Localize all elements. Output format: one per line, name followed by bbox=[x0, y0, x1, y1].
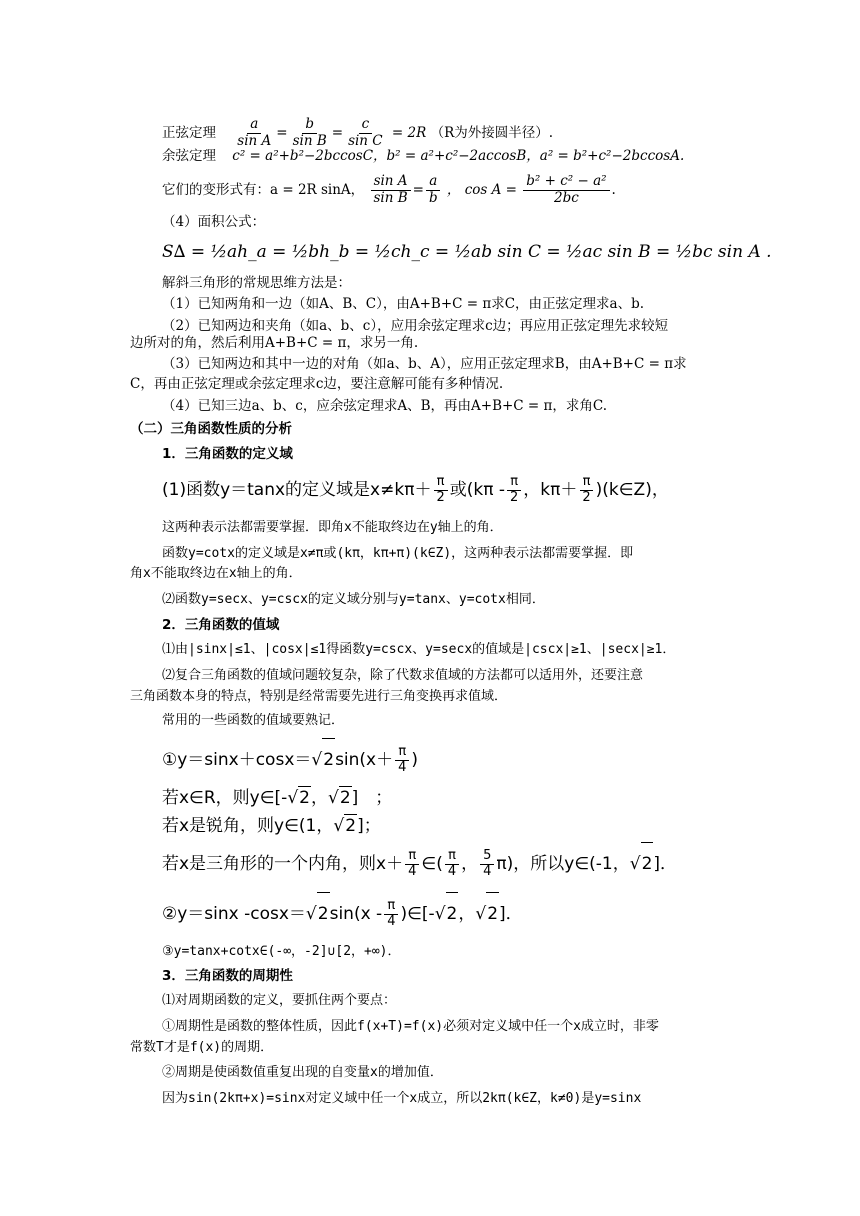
section-title: （二）三角函数性质的分析 bbox=[130, 421, 292, 437]
cosine-law-line bbox=[162, 148, 684, 164]
sqrt-radicand: 2 bbox=[299, 788, 310, 808]
denominator: 2 bbox=[509, 489, 519, 505]
paragraph: ⑴由|sinx|≤1、|cosx|≤1得函数y=cscx、y=secx的值域是|cscx|≥1、|secx|≥1． bbox=[162, 642, 676, 657]
range-example-4: 若x是三角形的一个内角，则x＋ $\frac{\pi}{4}$ ∈( $\frac{\pi}{4}$ ， $\frac{5}{4}$ π)，所以y∈(-1，√2]． bbox=[162, 842, 677, 885]
formula-part: )∈[- bbox=[400, 904, 435, 924]
sine-law-line: 正弦定理 $\frac{a}{\text{sin A}}$ = $\frac{b}{\text{sin B}}$ = $\frac{c}{\text{sin C}}$ = 2R （R为外接圆半径）. bbox=[162, 116, 554, 149]
denominator: 2 bbox=[582, 489, 591, 505]
formula-part: ①y＝sinx＋cosx＝ bbox=[162, 750, 312, 770]
fraction bbox=[507, 475, 521, 506]
range-example-2: 若x∈R，则y∈[-√2，√2] ； bbox=[162, 788, 393, 808]
fraction bbox=[290, 117, 330, 149]
sqrt-radicand: 2 bbox=[345, 816, 357, 836]
range-example-3: 若x是锐角，则y∈(1，√2]； bbox=[162, 816, 381, 836]
fraction bbox=[426, 174, 441, 206]
method-2-line-2: 边所对的角，然后利用A+B+C = π，求另一角. bbox=[130, 335, 419, 351]
paragraph: 因为sin(2kπ+x)=sinx对定义域中任一个x成立，所以2kπ(k∈Z，k≠0)是y=sinx bbox=[162, 1091, 642, 1106]
numerator: π bbox=[405, 849, 419, 865]
formula-part: sin(x＋ bbox=[335, 750, 394, 770]
paragraph: 角x不能取终边在x轴上的角． bbox=[130, 566, 302, 581]
fraction bbox=[445, 849, 459, 880]
formula-part: ]． bbox=[499, 904, 523, 924]
paragraph: 函数y=cotx的定义域是x≠π或(kπ，kπ+π)(k∈Z)，这两种表示法都需要掌握．即 bbox=[162, 546, 634, 561]
sine-law-tail: = 2R bbox=[391, 125, 427, 141]
paragraph: ①周期性是函数的整体性质，因此f(x+T)=f(x)必须对定义域中任一个x成立时，非零 bbox=[162, 1019, 659, 1034]
sine-law-note: （R为外接圆半径）. bbox=[430, 125, 554, 141]
domain-formula bbox=[162, 470, 669, 510]
sqrt-radicand: 2 bbox=[339, 788, 351, 808]
method-3-line-2: C，再由正弦定理或余弦定理求c边，要注意解可能有多种情况. bbox=[130, 376, 504, 392]
denominator: sin B bbox=[373, 190, 408, 206]
fraction bbox=[433, 475, 447, 506]
cosine-law-label: 余弦定理 bbox=[162, 148, 216, 164]
formula-part: ∈( bbox=[421, 854, 443, 874]
denominator: 2bc bbox=[554, 190, 579, 206]
formula-part: ， bbox=[311, 788, 328, 808]
area-heading: （4）面积公式： bbox=[162, 214, 266, 230]
numerator: π bbox=[384, 899, 398, 915]
fraction bbox=[405, 849, 419, 880]
methods-heading: 解斜三角形的常规思维方法是： bbox=[162, 275, 351, 291]
method-2-line-1: （2）已知两边和夹角（如a、b、c），应用余弦定理求c边；再应用正弦定理先求较短 bbox=[162, 318, 669, 334]
fraction bbox=[523, 174, 609, 206]
paragraph: 三角函数本身的特点，特别是经常需要先进行三角变换再求值域． bbox=[130, 689, 508, 704]
denominator: sin B bbox=[292, 133, 327, 149]
subsection-2-title: 2．三角函数的值域 bbox=[162, 617, 280, 633]
paragraph: ⑴对周期函数的定义，要抓住两个要点： bbox=[162, 993, 397, 1008]
fraction bbox=[579, 475, 593, 506]
subsection-3-title: 3．三角函数的周期性 bbox=[162, 968, 293, 984]
formula-part: ，kπ＋ bbox=[523, 480, 578, 500]
denominator: 4 bbox=[387, 913, 396, 929]
paragraph: 常用的一些函数的值域要熟记． bbox=[162, 713, 345, 728]
numerator: π bbox=[580, 475, 594, 491]
paragraph: ③y=tanx+cotx∈(-∞，-2]∪[2，+∞)． bbox=[162, 944, 401, 959]
cosine-law-text: c² = a²+b²−2bccosC，b² = a²+c²−2accosB，a² = b²+c²−2bccosA. bbox=[232, 148, 685, 164]
numerator: 5 bbox=[480, 849, 494, 865]
sqrt-radicand: 2 bbox=[641, 842, 654, 885]
sine-law-label: 正弦定理 bbox=[162, 125, 216, 141]
denominator: 2 bbox=[436, 489, 445, 505]
denominator: b bbox=[428, 190, 438, 206]
formula-part: (1)函数y＝tanx的定义域是x≠kπ＋ bbox=[162, 480, 432, 500]
variant-mid: ， cos A = bbox=[446, 182, 517, 198]
range-example-1: ①y＝sinx＋cosx＝√2sin(x＋ $\frac{\pi}{4}$ ) bbox=[162, 738, 418, 781]
fraction bbox=[395, 745, 409, 776]
method-4: （4）已知三边a、b、c，应余弦定理求A、B，再由A+B+C = π，求角C. bbox=[162, 398, 608, 414]
denominator: 4 bbox=[398, 759, 407, 775]
formula-part: ， bbox=[458, 904, 476, 924]
sqrt-radicand: 2 bbox=[446, 892, 459, 935]
paragraph: ②周期是使函数值重复出现的自变量x的增加值． bbox=[162, 1065, 443, 1080]
numerator: π bbox=[434, 475, 448, 491]
formula-part: ) bbox=[411, 750, 419, 770]
variant-line bbox=[162, 168, 616, 212]
equals-sign: = bbox=[412, 182, 424, 198]
paragraph: 常数T才是f(x)的周期． bbox=[130, 1040, 274, 1055]
variant-lead: 它们的变形式有：a = 2R sinA， bbox=[162, 182, 365, 198]
formula-part: sin(x - bbox=[329, 904, 383, 924]
numerator: π bbox=[507, 475, 521, 491]
range-example-5: ②y＝sinx -cosx＝√2sin(x - $\frac{\pi}{4}$ )∈[-√2，√2]． bbox=[162, 892, 523, 935]
subsection-1-title: 1．三角函数的定义域 bbox=[162, 446, 293, 462]
denominator: sin C bbox=[348, 133, 383, 149]
formula-part: 若x是锐角，则y∈(1， bbox=[162, 816, 334, 836]
numerator: a bbox=[247, 117, 261, 134]
fraction bbox=[345, 117, 386, 149]
fraction bbox=[234, 117, 274, 149]
formula-part: ， bbox=[461, 854, 479, 874]
variant-end: . bbox=[611, 182, 616, 198]
paragraph: ⑵复合三角函数的值域问题较复杂，除了代数求值域的方法都可以适用外，还要注意 bbox=[162, 668, 644, 683]
numerator: b bbox=[302, 117, 317, 134]
formula-part: ] ； bbox=[351, 788, 393, 808]
numerator: a bbox=[426, 174, 440, 191]
denominator: 4 bbox=[408, 863, 417, 879]
method-1: （1）已知两角和一边（如A、B、C），由A+B+C = π求C，由正弦定理求a、b. bbox=[162, 296, 645, 312]
formula-part: ②y＝sinx -cosx＝ bbox=[162, 904, 306, 924]
formula-part: π)，所以y∈(-1， bbox=[496, 854, 630, 874]
numerator: π bbox=[395, 745, 409, 761]
fraction bbox=[480, 849, 494, 880]
denominator: 4 bbox=[447, 863, 457, 879]
method-3-line-1: （3）已知两边和其中一边的对角（如a、b、A），应用正弦定理求B，由A+B+C = π求 bbox=[162, 356, 687, 372]
sqrt-radicand: 2 bbox=[486, 892, 499, 935]
denominator: sin A bbox=[237, 133, 272, 149]
formula-part: 或(kπ - bbox=[449, 480, 505, 500]
sqrt-radicand: 2 bbox=[317, 892, 330, 935]
formula-part: ]． bbox=[653, 854, 678, 874]
denominator: 4 bbox=[483, 863, 492, 879]
numerator: sin A bbox=[371, 174, 411, 191]
fraction bbox=[384, 899, 398, 930]
formula-part: )(k∈Z)， bbox=[595, 480, 669, 500]
formula-part: 若x是三角形的一个内角，则x＋ bbox=[162, 854, 404, 874]
paragraph: 这两种表示法都需要掌握．即角x不能取终边在y轴上的角． bbox=[162, 520, 503, 535]
area-formula: S∆ = ½ah_a = ½bh_b = ½ch_c = ½ab sin C = ½ac sin B = ½bc sin A . bbox=[162, 242, 772, 262]
numerator: b² + c² − a² bbox=[523, 174, 609, 191]
numerator: c bbox=[359, 117, 373, 134]
paragraph: ⑵函数y=secx、y=cscx的定义域分别与y=tanx、y=cotx相同． bbox=[162, 592, 545, 607]
formula-part: 若x∈R，则y∈[- bbox=[162, 788, 288, 808]
sqrt-radicand: 2 bbox=[322, 738, 335, 781]
numerator: π bbox=[445, 849, 459, 865]
fraction bbox=[370, 174, 410, 206]
formula-part: ]； bbox=[357, 816, 381, 836]
